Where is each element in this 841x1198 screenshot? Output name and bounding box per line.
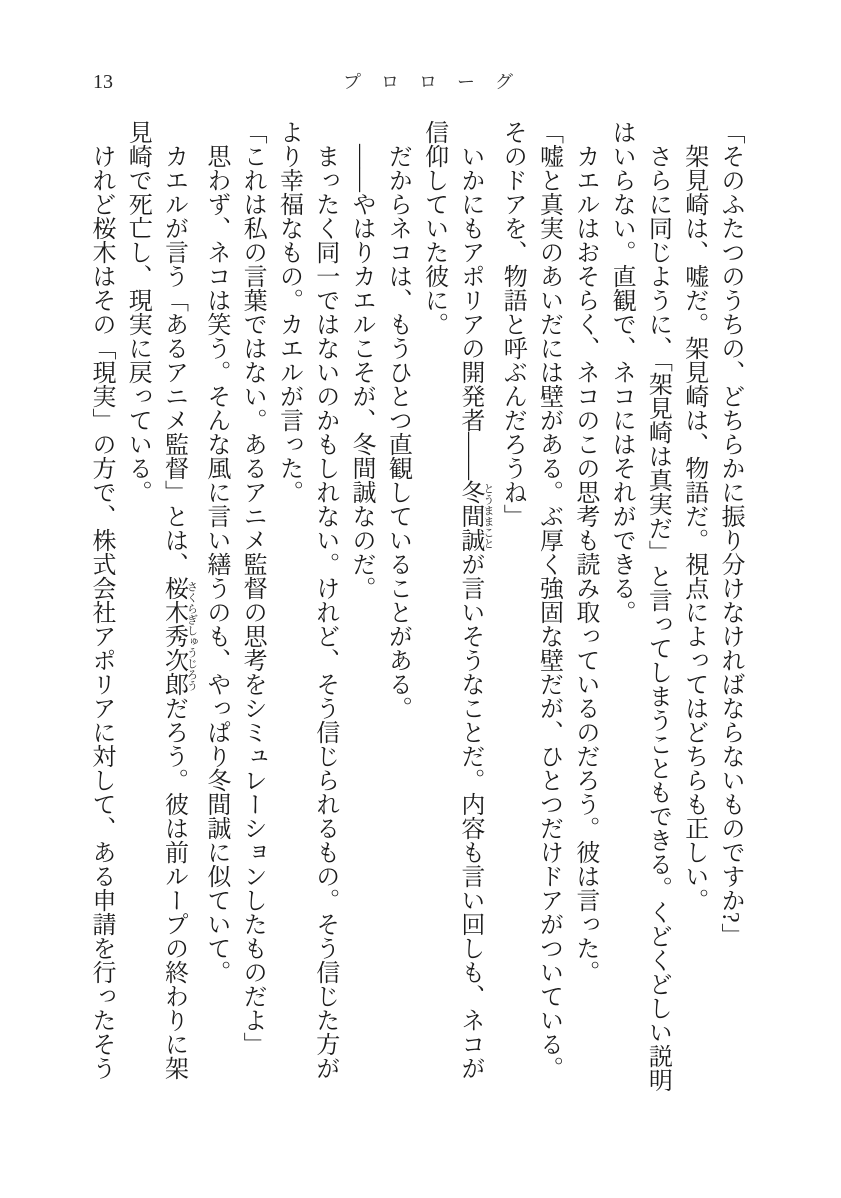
paragraph: 架見崎は、嘘だ。架見崎は、物語だ。視点によってはどちらも正しい。 xyxy=(680,144,707,912)
paragraph: 思わず、ネコは笑う。そんな風に言い繕うのも、やっぱり冬間誠に似ていて。 xyxy=(202,144,229,984)
paragraph: だからネコは、もうひとつ直観していることがある。 xyxy=(384,144,411,720)
paragraph: 「そのふたつのうちの、どちらかに振り分けなければならないものですか?」 xyxy=(717,120,743,947)
paragraph: 「これは私の言葉ではない。あるアニメ監督の思考をシミュレーションしたものだよ」 xyxy=(239,120,266,1056)
running-head: プロローグ xyxy=(343,72,533,92)
furigana: さくらぎしゅうじろう xyxy=(185,576,198,696)
paragraph: 「嘘と真実のあいだには壁がある。ぶ厚く強固な壁だが、ひとつだけドアがついている。そのドアを、物語と呼ぶんだろうね」 xyxy=(499,120,562,1080)
paragraph: カエルが言う「あるアニメ監督」とは、桜木秀次郎 さくらぎしゅうじろうだろう。彼は前ループの終わりに架見崎で死亡し、現実に戻っている。 xyxy=(124,120,198,1080)
paragraph: さらに同じように、「架見崎は真実だ」と言ってしまうこともできる。くどくどしい説明はいらない。直観で、ネコにはそれができる。 xyxy=(608,120,671,1092)
paragraph: まったく同一ではないのかもしれない。けれど、そう信じられるもの。そう信じた方がより幸福なもの。カエルが言った。 xyxy=(275,120,338,1080)
body-text xyxy=(83,120,748,1093)
paragraph: ——やはりカエルこそが、冬間誠なのだ。 xyxy=(348,144,375,600)
paragraph: カエルはおそらく、ネコのこの思考も読み取っているのだろう。彼は言った。 xyxy=(571,144,598,984)
ruby-annotated-name: 冬間誠 とうままこと xyxy=(456,480,494,552)
paragraph: いかにもアポリアの開発者——冬間誠 とうままことが言いそうなことだ。内容も言い回しも、ネコが信仰していた彼に。 xyxy=(420,120,494,1080)
furigana: とうままこと xyxy=(481,480,494,552)
paragraph: けれど桜木はその「現実」の方で、株式会社アポリアに対して、ある申請を行ったそう xyxy=(87,144,114,1080)
ruby-annotated-name: 桜木秀次郎 さくらぎしゅうじろう xyxy=(160,576,198,696)
page-number: 13 xyxy=(93,71,113,93)
